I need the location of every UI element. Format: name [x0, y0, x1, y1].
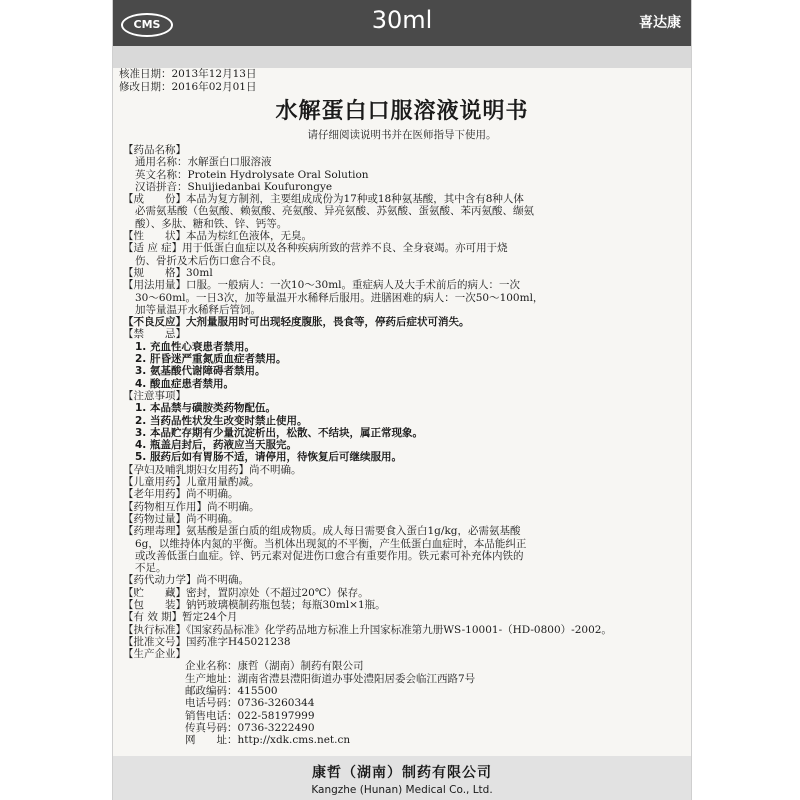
- pharmacology-line: 6g，以维持体内氮的平衡。当机体出现氮的不平衡，产生低蛋白血症时，本品能纠正: [135, 537, 527, 550]
- website: 网 址：http://xdk.cms.net.cn: [185, 734, 351, 747]
- section-manufacturer: 【生产企业】: [123, 648, 186, 661]
- company-address: 生产地址：湖南省澧县澧阳街道办事处澧阳居委会临江西路7号: [185, 672, 476, 685]
- section-pediatric: 【儿童用药】儿童用量酌减。: [123, 476, 260, 489]
- precaution-item: 3. 本品贮存期有少量沉淀析出，松散、不结块，属正常现象。: [135, 426, 423, 439]
- section-approval-number: 【批准文号】国药准字H45021238: [123, 635, 291, 648]
- section-specification: 【规 格】30ml: [123, 266, 213, 279]
- header-bar: [113, 0, 691, 46]
- footer-band: [113, 756, 691, 800]
- section-drug-name: 【药品名称】: [123, 144, 186, 156]
- cms-logo: CMS: [121, 13, 173, 37]
- precaution-item: 4. 瓶盖启封后，药液应当天服完。: [135, 439, 297, 452]
- section-interactions: 【药物相互作用】尚不明确。: [123, 500, 260, 513]
- company-name: 企业名称：康哲（湖南）制药有限公司: [185, 660, 364, 673]
- ingredients-line: 酸）、多肽、糖和铁、锌、钙等。: [135, 217, 288, 230]
- revised-date: 修改日期：2016年02月01日: [119, 81, 257, 93]
- contraindication-item: 2. 肝昏迷严重氮质血症者禁用。: [135, 353, 287, 366]
- brand-name: 喜达康: [639, 15, 681, 31]
- section-contraindications: 【禁 忌】: [123, 328, 186, 341]
- dosage-line: 加等量温开水稀释后管饲。: [135, 303, 261, 316]
- english-name: 英文名称：Protein Hydrolysate Oral Solution: [135, 168, 369, 181]
- footer-company-en: Kangzhe (Hunan) Medical Co., Ltd.: [311, 784, 493, 796]
- footer-company-cn: 康哲（湖南）制药有限公司: [312, 765, 492, 781]
- document-subtitle: 请仔细阅读说明书并在医师指导下使用。: [307, 129, 497, 141]
- section-adverse-reactions: 【不良反应】大剂量服用时可出现轻度腹胀，畏食等，停药后症状可消失。: [123, 316, 470, 329]
- header-band: [113, 46, 691, 68]
- section-dosage: 【用法用量】口服。一般病人：一次10～30ml。重症病人及大手术前后的病人：一次: [123, 279, 521, 292]
- pharmacology-line: 或改善低蛋白血症。锌、钙元素对促进伤口愈合有重要作用。铁元素可补充体内铁的: [135, 549, 524, 562]
- leaflet-page: [112, 0, 692, 800]
- indications-line: 伤、骨折及术后伤口愈合不良。: [135, 254, 282, 267]
- section-pharmacology: 【药理毒理】氨基酸是蛋白质的组成物质。成人每日需要食入蛋白1g/kg，必需氨基酸: [123, 525, 521, 538]
- phone-number: 电话号码：0736-3260344: [185, 697, 315, 710]
- dosage-line: 30～60ml。一日3次，加等量温开水稀释后服用。进膳困难的病人：一次50～100ml，: [135, 291, 544, 304]
- section-overdose: 【药物过量】尚不明确。: [123, 512, 239, 525]
- generic-name: 通用名称：水解蛋白口服溶液: [135, 156, 272, 169]
- section-package: 【包 装】钠钙玻璃模制药瓶包装；每瓶30ml×1瓶。: [123, 598, 386, 611]
- approval-dates: [119, 68, 256, 94]
- precaution-item: 1. 本品禁与磺胺类药物配伍。: [135, 402, 276, 415]
- section-precautions: 【注意事项】: [123, 389, 186, 402]
- section-standard: 【执行标准】《国家药品标准》化学药品地方标准上升国家标准第九册WS-10001-（HD-0800）-2002。: [123, 623, 612, 636]
- section-appearance: 【性 状】本品为棕红色液体，无臭。: [123, 230, 312, 243]
- section-geriatric: 【老年用药】尚不明确。: [123, 488, 239, 501]
- section-pregnancy: 【孕妇及哺乳期妇女用药】尚不明确。: [123, 463, 302, 476]
- section-shelf-life: 【有 效 期】暂定24个月: [123, 611, 238, 624]
- pharmacology-line: 不足。: [135, 562, 167, 575]
- contraindication-item: 4. 酸血症患者禁用。: [135, 377, 234, 390]
- sales-phone: 销售电话：022-58197999: [185, 709, 315, 722]
- volume-label: 30ml: [371, 6, 433, 34]
- document-title: 水解蛋白口服溶液说明书: [275, 99, 529, 124]
- section-pharmacokinetics: 【药代动力学】尚不明确。: [123, 574, 249, 587]
- ingredients-line: 必需氨基酸（色氨酸、赖氨酸、亮氨酸、异亮氨酸、苏氨酸、蛋氨酸、苯丙氨酸、缬氨: [135, 205, 534, 218]
- contraindication-item: 3. 氨基酸代谢障碍者禁用。: [135, 365, 266, 378]
- contraindication-item: 1. 充血性心衰患者禁用。: [135, 340, 255, 353]
- postal-code: 邮政编码：415500: [185, 685, 278, 698]
- section-indications: 【适 应 症】用于低蛋白血症以及各种疾病所致的营养不良、全身衰竭。亦可用于烧: [123, 242, 508, 255]
- fax-number: 传真号码：0736-3222490: [185, 721, 315, 734]
- approved-date: 核准日期：2013年12月13日: [119, 68, 257, 80]
- precaution-item: 2. 当药品性状发生改变时禁止使用。: [135, 414, 308, 427]
- section-storage: 【贮 藏】密封，置阴凉处（不超过20℃）保存。: [123, 586, 369, 599]
- section-ingredients: 【成 份】本品为复方制剂，主要组成成份为17种或18种氨基酸，其中含有8种人体: [123, 193, 524, 206]
- precaution-item: 5. 服药后如有胃肠不适，请停用，待恢复后可继续服用。: [135, 451, 402, 464]
- leaflet-body: [123, 144, 679, 747]
- pinyin-name: 汉语拼音：Shuijiedanbai Koufurongye: [135, 180, 333, 193]
